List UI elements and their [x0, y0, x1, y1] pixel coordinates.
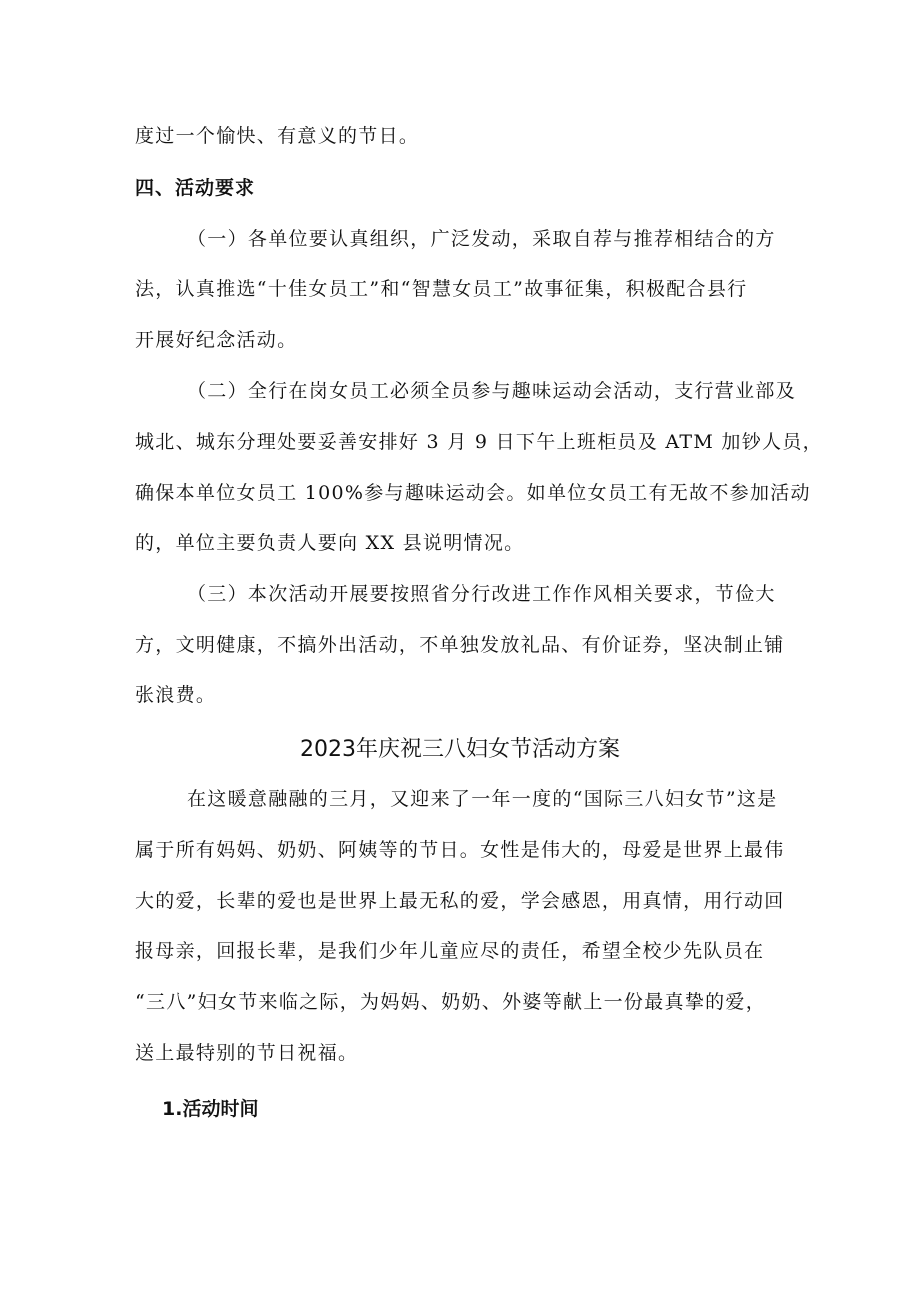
document-title: 2023年庆祝三八妇女节活动方案	[300, 737, 620, 762]
body-text-line: 城北、城东分理处要妥善安排好 3 月 9 日下午上班柜员及 ATM 加钞人员，	[135, 431, 823, 453]
section-heading: 四、活动要求	[135, 177, 256, 199]
body-text-line: 大的爱，长辈的爱也是世界上最无私的爱，学会感恩，用真情，用行动回	[135, 890, 785, 912]
body-text-line: “三八”妇女节来临之际，为妈妈、奶奶、外婆等献上一份最真挚的爱，	[135, 991, 767, 1013]
body-text-line: 法，认真推选“十佳女员工”和“智慧女员工”故事征集，积极配合县行	[135, 278, 748, 300]
body-text-line: 送上最特别的节日祝福。	[135, 1042, 359, 1064]
body-text-line: 开展好纪念活动。	[135, 329, 298, 351]
body-text-line: 报母亲，回报长辈，是我们少年儿童应尽的责任，希望全校少先队员在	[135, 940, 765, 962]
body-text-line: 在这暖意融融的三月，又迎来了一年一度的“国际三八妇女节”这是	[187, 788, 778, 810]
body-text-line: 方，文明健康，不搞外出活动，不单独发放礼品、有价证券，坚决制止铺	[135, 634, 785, 656]
body-text-line: （三）本次活动开展要按照省分行改进工作作风相关要求，节俭大	[187, 583, 776, 605]
subsection-heading: 1.活动时间	[162, 1098, 259, 1120]
body-text-line: 张浪费。	[135, 684, 217, 706]
body-text-line: （二）全行在岗女员工必须全员参与趣味运动会活动，支行营业部及	[187, 380, 797, 402]
body-text-line: 度过一个愉快、有意义的节日。	[135, 125, 420, 147]
body-text-line: 确保本单位女员工 100%参与趣味运动会。如单位女员工有无故不参加活动	[135, 482, 811, 504]
body-text-line: 的，单位主要负责人要向 XX 县说明情况。	[135, 532, 525, 554]
body-text-line: （一）各单位要认真组织，广泛发动，采取自荐与推荐相结合的方	[187, 228, 776, 250]
body-text-line: 属于所有妈妈、奶奶、阿姨等的节日。女性是伟大的，母爱是世界上最伟	[135, 839, 785, 861]
